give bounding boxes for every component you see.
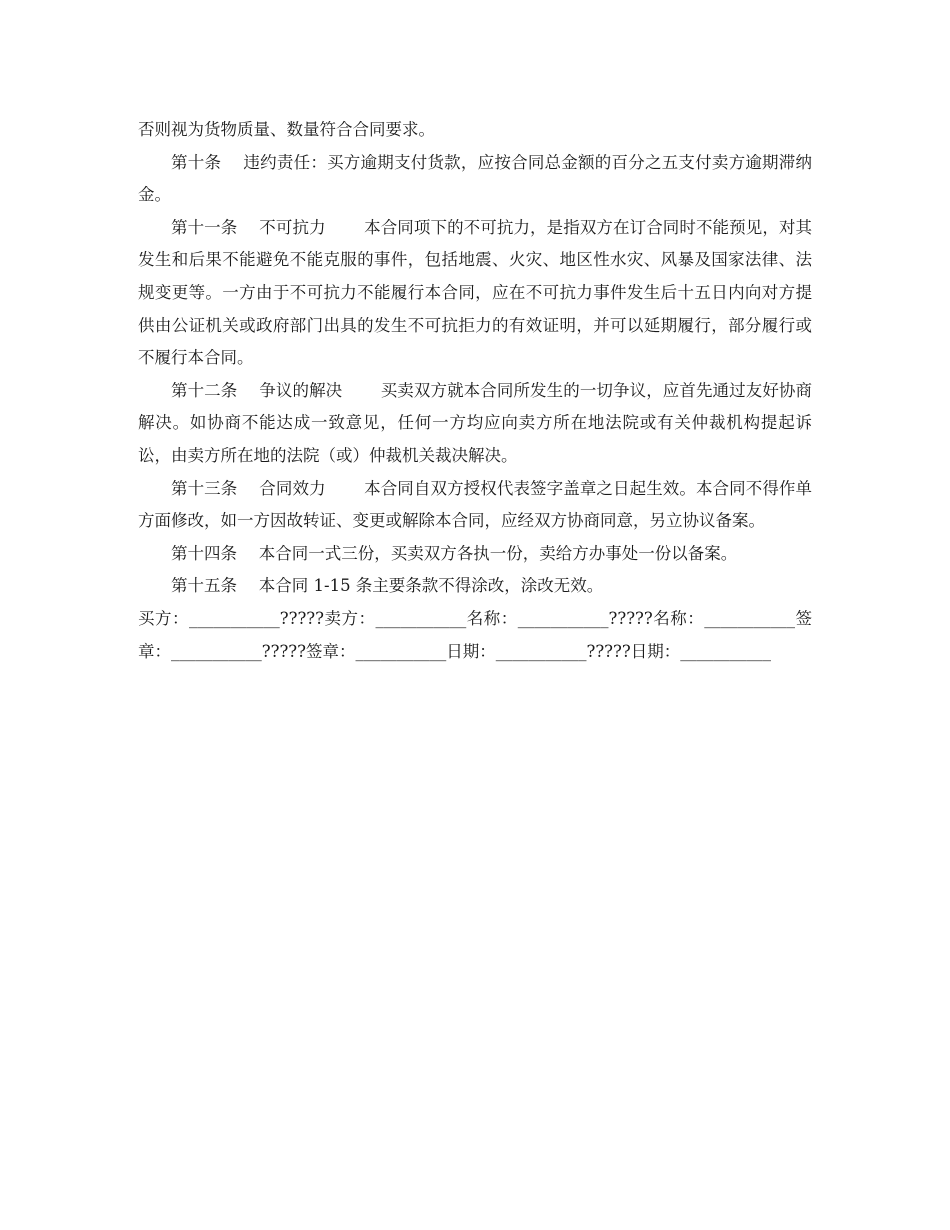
article-body: 本合同自双方授权代表签字盖章之日起生效。本合同不得作单方面修改，如一方因故转证、变更或解除本合同，应经双方协商同意，另立协议备案。	[138, 478, 813, 531]
paragraph-text: 否则视为货物质量、数量符合合同要求。	[138, 120, 435, 139]
article-title: 第十二条	[171, 380, 238, 400]
article-body: 本合同一式三份，买卖双方各执一份，卖给方办事处一份以备案。	[258, 543, 738, 563]
article-body: 本合同 1-15 条主要条款不得涂改，涂改无效。	[258, 576, 604, 596]
article-12	[138, 375, 812, 473]
article-14	[138, 538, 812, 571]
signature-fields: 买方：___________?????卖方：___________名称：___________?????名称：___________签章：___________?????签章：___________日期：___________?????日期：___________	[138, 608, 812, 661]
article-title: 第十条	[171, 152, 222, 172]
article-13	[138, 473, 812, 538]
article-title: 第十五条	[171, 576, 237, 596]
article-heading: 争议的解决	[259, 380, 343, 400]
article-11	[138, 212, 812, 375]
article-body: 本合同项下的不可抗力，是指双方在订合同时不能预见，对其发生和后果不能避免不能克服的事件，包括地震、火灾、地区性水灾、风暴及国家法律、法规变更等。一方由于不可抗力不能履行本合同，应在不可抗力事件发生后十五日内向对方提供由公证机关或政府部门出具的发生不可抗拒力的有效证明，并可以延期履行，部分履行或不履行本合同。	[138, 217, 813, 368]
article-title: 第十四条	[171, 543, 237, 563]
article-title: 第十三条	[171, 478, 238, 498]
article-10	[138, 147, 812, 212]
article-body: 买卖双方就本合同所发生的一切争议，应首先通过友好协商解决。如协商不能达成一致意见，任何一方均应向卖方所在地法院或有关仲裁机构提起诉讼，由卖方所在地的法院（或）仲裁机关裁决解决。	[138, 380, 813, 465]
paragraph-continuation	[138, 114, 812, 147]
article-15	[138, 570, 812, 603]
signature-block	[138, 603, 812, 668]
article-heading: 不可抗力	[259, 217, 326, 237]
article-heading: 合同效力	[259, 478, 326, 498]
article-body: 违约责任：买方逾期支付货款，应按合同总金额的百分之五支付卖方逾期滞纳金。	[138, 152, 813, 205]
contract-page	[138, 114, 812, 668]
article-title: 第十一条	[171, 217, 238, 237]
